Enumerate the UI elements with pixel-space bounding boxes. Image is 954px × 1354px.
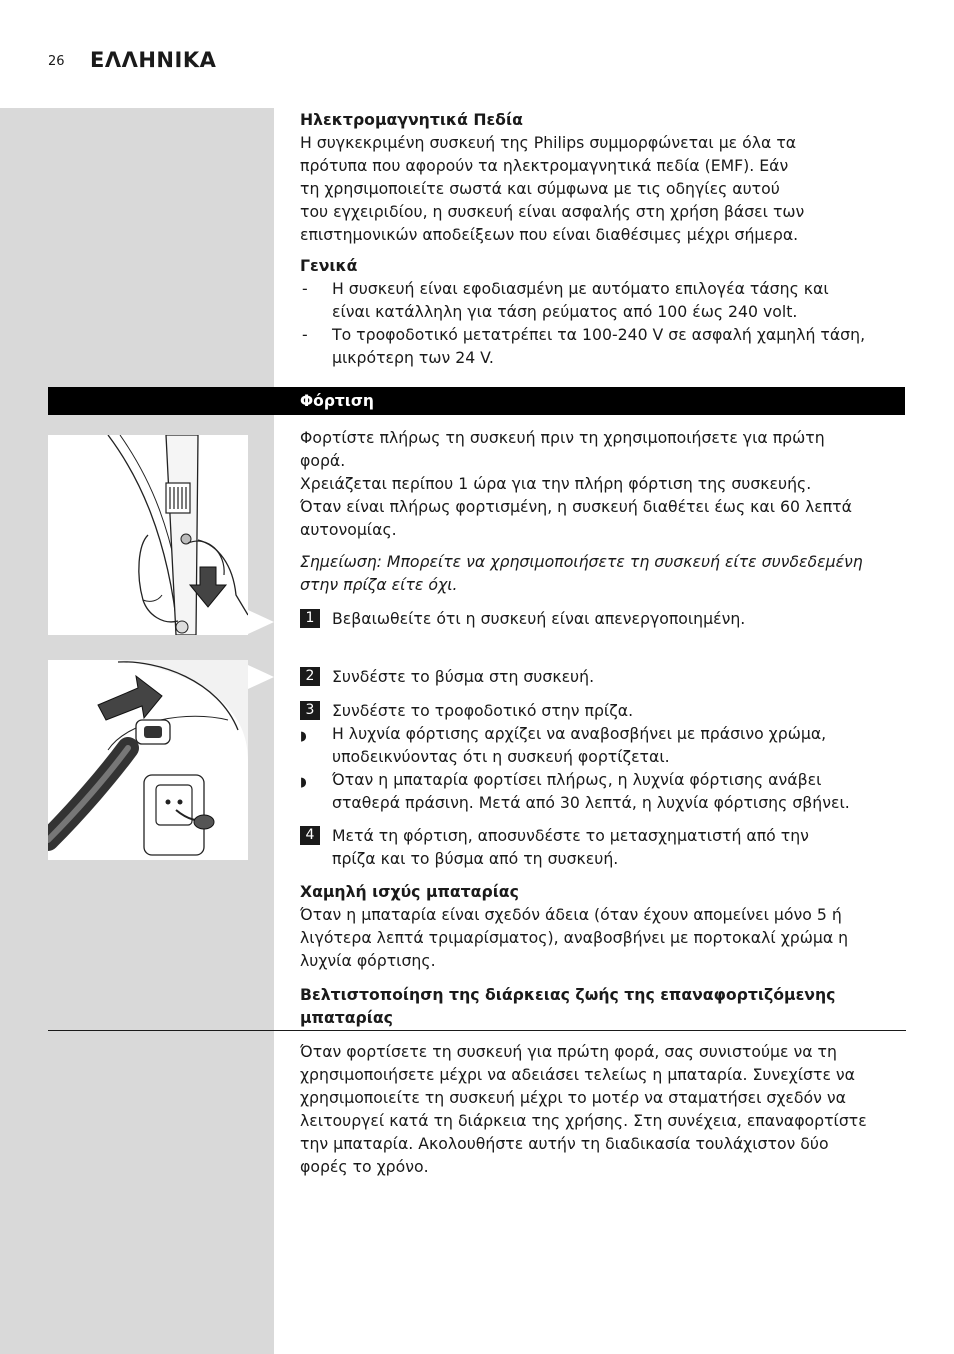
section-divider [48,1030,906,1031]
bullet-line: υποδεικνύοντας ότι η συσκευή φορτίζεται. [332,747,670,766]
step-number-badge: 4 [300,826,320,845]
charging-intro-line: Όταν είναι πλήρως φορτισμένη, η συσκευή διαθέτει έως και 60 λεπτά [300,497,852,516]
step-text: Συνδέστε το τροφοδοτικό στην πρίζα. [332,701,634,720]
optimize-heading [300,983,905,1029]
illustration-pointer [248,665,274,689]
emf-line: επιστημονικών αποδείξεων που είναι διαθέσιμες μέχρι σήμερα. [300,225,799,244]
charging-note [300,550,905,596]
optimize-line: την μπαταρία. Ακολουθήστε αυτήν τη διαδικασία τουλάχιστον δύο [300,1134,829,1153]
illustration-plug-socket [48,660,248,860]
general-item-line: μικρότερη των 24 V. [332,348,494,367]
step-number-badge: 1 [300,609,320,628]
step-text: πρίζα και το βύσμα από τη συσκευή. [332,849,619,868]
step-number-badge: 2 [300,667,320,686]
optimize-heading-line: μπαταρίας [300,1008,393,1027]
emf-line: του εγχειριδίου, η συσκευή είναι ασφαλής στη χρήση βάσει των [300,202,805,221]
low-battery-section [300,880,905,972]
charging-intro [300,426,905,541]
plug-socket-icon [48,660,248,860]
charging-intro-line: Φορτίστε πλήρως τη συσκευή πριν τη χρησιμοποιήσετε για πρώτη [300,428,825,447]
emf-section [300,108,905,246]
charging-intro-line: φορά. [300,451,346,470]
optimize-line: φορές το χρόνο. [300,1157,429,1176]
step-4 [300,824,905,870]
low-battery-line: λυχνία φόρτισης. [300,951,436,970]
step-text: Μετά τη φόρτιση, αποσυνδέστε το μετασχηματιστή από την [332,826,809,845]
emf-line: τη χρησιμοποιείτε σωστά και σύμφωνα με τις οδηγίες αυτού [300,179,780,198]
general-heading: Γενικά [300,256,358,275]
dash-bullet: - [302,279,308,298]
optimize-body [300,1040,905,1178]
bullet-line: Η λυχνία φόρτισης αρχίζει να αναβοσβήνει με πράσινο χρώμα, [332,724,827,743]
charging-intro-line: αυτονομίας. [300,520,397,539]
emf-line: Η συγκεκριμένη συσκευή της Philips συμμορφώνεται με όλα τα [300,133,797,152]
hand-pressing-switch-icon [48,435,248,635]
optimize-line: Όταν φορτίσετε τη συσκευή για πρώτη φορά, σας συνιστούμε να τη [300,1042,837,1061]
low-battery-line: Όταν η μπαταρία είναι σχεδόν άδεια (όταν έχουν απομείνει μόνο 5 ή [300,905,842,924]
optimize-line: χρησιμοποιήσετε μέχρι να αδειάσει τελείως η μπαταρία. Συνεχίστε να [300,1065,856,1084]
triangle-bullet-icon: ◗ [300,729,307,744]
page-number: 26 [48,54,65,69]
charging-note-line: στην πρίζα είτε όχι. [300,575,458,594]
result-bullet [300,722,905,768]
low-battery-heading: Χαμηλή ισχύς μπαταρίας [300,882,519,901]
bullet-line: σταθερά πράσινη. Μετά από 30 λεπτά, η λυχνία φόρτισης σβήνει. [332,793,850,812]
general-item [300,277,905,323]
general-section [300,254,905,369]
step-text: Βεβαιωθείτε ότι η συσκευή είναι απενεργοποιημένη. [332,609,746,628]
charging-intro-line: Χρειάζεται περίπου 1 ώρα για την πλήρη φόρτιση της συσκευής. [300,474,812,493]
charging-section-bar [48,387,905,415]
emf-line: πρότυπα που αφορούν τα ηλεκτρομαγνητικά πεδία (EMF). Εάν [300,156,789,175]
optimize-line: λειτουργεί κατά τη διάρκεια της χρήσης. Στη συνέχεια, επαναφορτίστε [300,1111,867,1130]
step-1 [300,607,905,630]
optimize-heading-line: Βελτιστοποίηση της διάρκειας ζωής της επαναφορτιζόμενης [300,985,836,1004]
step-number-badge: 3 [300,701,320,720]
general-item-line: Η συσκευή είναι εφοδιασμένη με αυτόματο επιλογέα τάσης και [332,279,829,298]
low-battery-line: λιγότερα λεπτά τριμαρίσματος), αναβοσβήνει με πορτοκαλί χρώμα η [300,928,849,947]
result-bullet [300,768,905,814]
general-item-line: είναι κατάλληλη για τάση ρεύματος από 100 έως 240 volt. [332,302,798,321]
general-item-line: Το τροφοδοτικό μετατρέπει τα 100-240 V σε ασφαλή χαμηλή τάση, [332,325,866,344]
step-text: Συνδέστε το βύσμα στη συσκευή. [332,667,595,686]
general-item [300,323,905,369]
illustration-pointer [248,610,274,634]
optimize-line: χρησιμοποιείτε τη συσκευή μέχρι το μοτέρ να σταματήσει σχεδόν να [300,1088,846,1107]
bullet-line: Όταν η μπαταρία φορτίσει πλήρως, η λυχνία φόρτισης ανάβει [332,770,822,789]
charging-section-title: Φόρτιση [300,392,374,410]
dash-bullet: - [302,325,308,344]
charging-note-line: Σημείωση: Μπορείτε να χρησιμοποιήσετε τη συσκευή είτε συνδεδεμένη [300,552,863,571]
triangle-bullet-icon: ◗ [300,775,307,790]
language-title: ΕΛΛΗΝΙΚΑ [90,48,217,72]
step-2 [300,665,905,688]
illustration-switch-off [48,435,248,635]
emf-heading: Ηλεκτρομαγνητικά Πεδία [300,110,523,129]
step-3 [300,699,905,814]
